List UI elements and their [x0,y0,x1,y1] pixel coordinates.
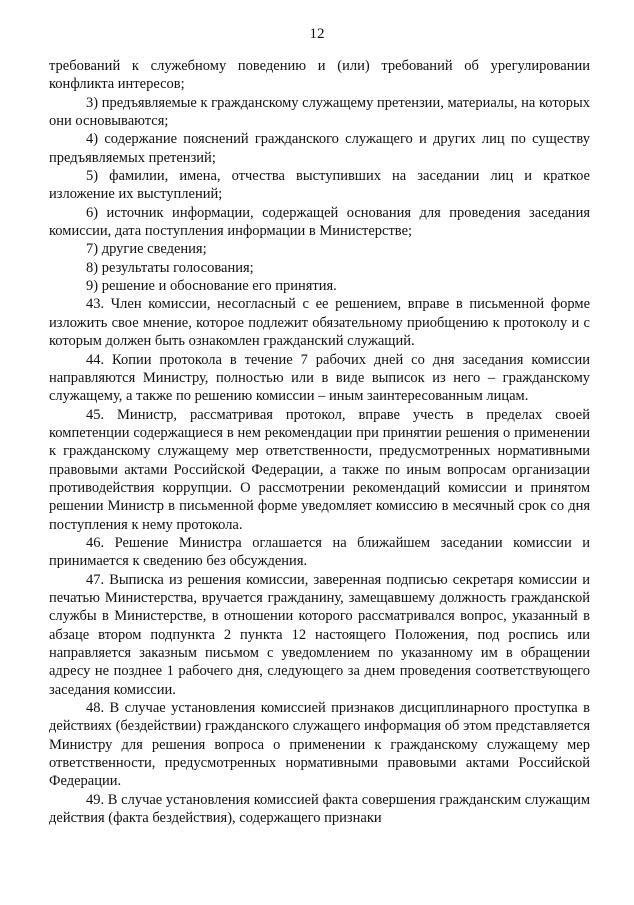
clause-44: 44. Копии протокола в течение 7 рабочих дней со дня заседания комиссии направляются Министру, полностью или в виде выписок из него – гражданскому служащему, а также по решению комиссии – иным заинтересованным лицам. [49,351,590,405]
list-item-4: 4) содержание пояснений гражданского служащего и других лиц по существу предъявляемых претензий; [49,131,590,166]
list-item-6: 6) источник информации, содержащей основания для проведения заседания комиссии, дата поступления информации в Министерстве; [49,204,590,240]
paragraph-continuation: требований к служебному поведению и (или) требований об урегулировании конфликта интересов; [49,58,590,93]
list-item-3: 3) предъявляемые к гражданскому служащему претензии, материалы, на которых они основываются; [49,94,590,130]
clause-47: 47. Выписка из решения комиссии, заверенная подписью секретаря комиссии и печатью Министерства, вручается гражданину, замещавшему должность гражданской службы в Министерстве, в отношении которого рассматривался вопрос, указанный в абзаце втором подпункта 2 пункта 12 настоящего Положения, под роспись или направляется заказным письмом с уведомлением по указанному им в обращении адресу не позднее 1 рабочего дня, следующего за днем проведения соответствующего заседания комиссии. [49,571,590,698]
list-item-5: 5) фамилии, имена, отчества выступивших на заседании лиц и краткое изложение их выступлений; [49,168,590,203]
list-item-9: 9) решение и обоснование его принятия. [86,278,337,295]
list-item-8: 8) результаты голосования; [86,259,254,276]
clause-43: 43. Член комиссии, несогласный с ее решением, вправе в письменной форме изложить свое мнение, которое подлежит обязательному приобщению к протоколу и с которым должен быть ознакомлен гражданский служащий. [49,296,590,350]
clause-45: 45. Министр, рассматривая протокол, вправе учесть в пределах своей компетенции содержащиеся в нем рекомендации при принятии решения о применении к гражданскому служащему мер ответственности, предусмотренных нормативными правовыми актами Российской Федерации, а также по иным вопросам организации противодействия коррупции. О рассмотрении рекомендаций комиссии и принятом решении Министр в письменной форме уведомляет комиссию в месячный срок со дня поступления к нему протокола. [49,406,590,533]
clause-49: 49. В случае установления комиссией факта совершения гражданским служащим действия (факта бездействия), содержащего признаки [49,791,590,827]
list-item-7: 7) другие сведения; [86,241,207,258]
page-number: 12 [309,26,325,42]
document-body [49,57,590,827]
clause-46: 46. Решение Министра оглашается на ближайшем заседании комиссии и принимается к сведению без обсуждения. [49,534,590,570]
clause-48: 48. В случае установления комиссией признаков дисциплинарного проступка в действиях (бездействии) гражданского служащего информация об этом представляется Министру для решения вопроса о применении к гражданскому служащему мер ответственности, предусмотренных нормативными правовыми актами Российской Федерации. [49,700,590,790]
